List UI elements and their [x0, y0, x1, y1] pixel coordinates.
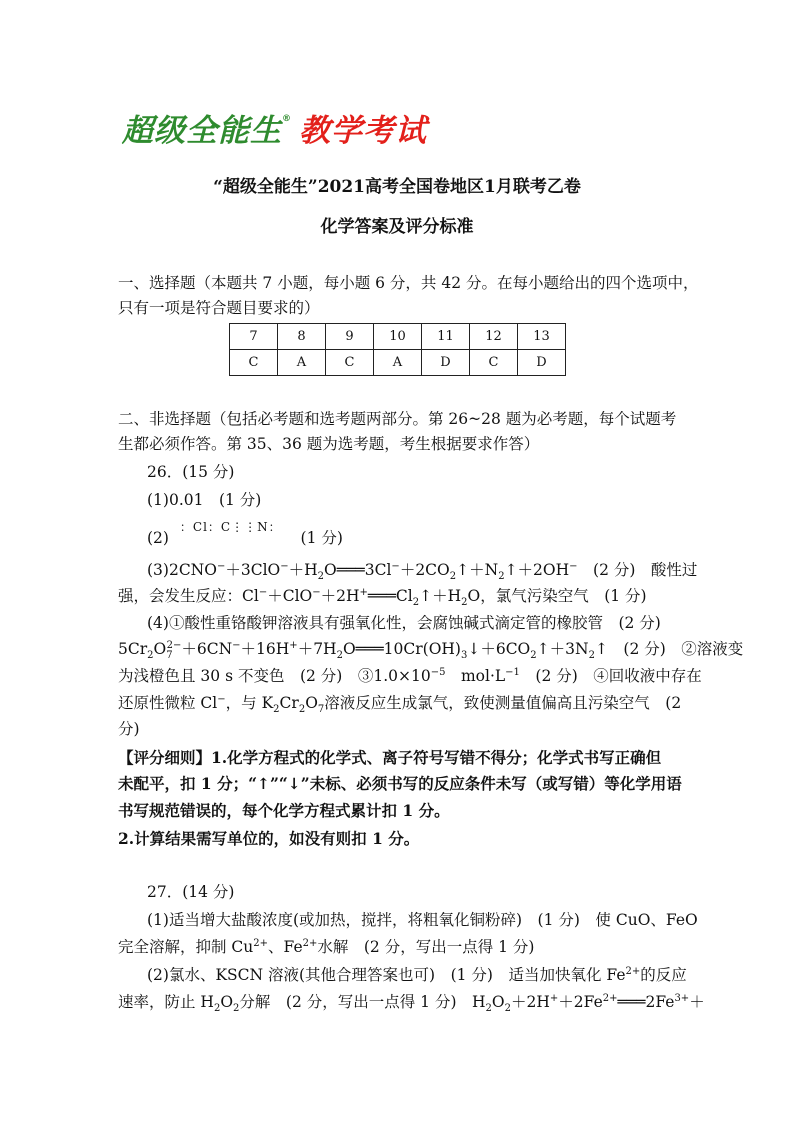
table-cell: 13: [518, 324, 566, 350]
table-cell: 7: [230, 324, 278, 350]
table-cell: 10: [374, 324, 422, 350]
q26-part4-line3: 为浅橙色且 30 s 不变色 (2 分) $③1.0\times 10^{-5}$ $mol\cdot L^{-1}$ (2 分) ④回收液中存在: [118, 666, 702, 685]
table-cell: 12: [470, 324, 518, 350]
q26-part2-label: (2): [147, 529, 169, 547]
q26-part2: [147, 520, 343, 550]
section2-intro-line2: 生都必须作答。第 35、36 题为选考题，考生根据要求作答）: [118, 435, 540, 453]
section1-intro-line2: 只有一项是符合题目要求的）: [118, 299, 320, 317]
q26-heading: 26．(15 分): [147, 463, 235, 481]
table-row-answers: [230, 350, 566, 376]
q26-part4-line2: $5Cr_2O_7^{2-}+6CN^-+16H^++7H_2O═══10Cr(OH)_3↓+6CO_2↑+3N_2↑$ (2 分) ②溶液变: [118, 639, 744, 662]
q26-part4-line1: (4)①酸性重铬酸钾溶液具有强氧化性，会腐蚀碱式滴定管的橡胶管 (2 分): [147, 614, 661, 632]
table-cell: A: [374, 350, 422, 376]
table-row-numbers: [230, 324, 566, 350]
section2-intro-line1: 二、非选择题（包括必考题和选考题两部分。第 26~28 题为必考题，每个试题考: [118, 410, 677, 428]
grading-line1: 【评分细则】1.化学方程式的化学式、离子符号写错不得分；化学式书写正确但: [118, 748, 662, 767]
registered-mark: ®: [282, 114, 291, 124]
document-title: “超级全能生”2021高考全国卷地区1月联考乙卷: [213, 177, 581, 197]
q27-part1-line1: (1)适当增大盐酸浓度(或加热，搅拌，将粗氧化铜粉碎) (1 分) 使 CuO、FeO: [147, 911, 698, 929]
q27-part1-line2: 完全溶解，抑制 $Cu^{2+}$、$Fe^{2+}$水解 (2 分，写出一点得 1 分): [118, 937, 535, 956]
q26-part4-line5: 分): [118, 720, 140, 738]
grading-line3: 书写规范错误的，每个化学方程式累计扣 1 分。: [118, 801, 450, 820]
grading-line4: 2.计算结果需写单位的，如没有则扣 1 分。: [118, 829, 420, 848]
q26-part2-score: (1 分): [300, 529, 343, 547]
table-cell: 8: [278, 324, 326, 350]
brand-logo: [122, 110, 427, 150]
table-cell: D: [422, 350, 470, 376]
table-cell: C: [230, 350, 278, 376]
q26-part4-line4: 还原性微粒 Cl−，与 $K_2Cr_2O_7$溶液反应生成氯气，致使测量值偏高且污染空气 (2: [118, 693, 682, 716]
table-cell: 11: [422, 324, 470, 350]
table-cell: D: [518, 350, 566, 376]
electron-formula: ：Cl：C⋮⋮N：: [179, 520, 282, 534]
q26-part3-line1: $(3)2CNO^-+3ClO^-+H_2O═══3Cl^-+2CO_2↑+N_2↑+2OH^-$ (2 分) 酸性过: [147, 560, 698, 583]
answer-table: [229, 323, 566, 376]
table-cell: 9: [326, 324, 374, 350]
table-cell: C: [326, 350, 374, 376]
q27-part2-line1: (2)氯水、KSCN 溶液(其他合理答案也可) (1 分) 适当加快氧化 $Fe^{2+}$的反应: [147, 965, 687, 984]
q26-part3-line2: 强，会发生反应：$Cl^-+ClO^-+2H^+═══Cl_2↑+H_2O$，氯气污染空气 (1 分): [118, 586, 647, 609]
table-cell: C: [470, 350, 518, 376]
logo-text-main: 超级全能生: [122, 113, 282, 149]
grading-line2: 未配平，扣 1 分；“↑”“↓”未标、必须书写的反应条件未写（或写错）等化学用语: [118, 774, 682, 793]
q26-part1: (1)0.01 (1 分): [147, 491, 262, 509]
q27-part2-line2: 速率，防止 $H_2O_2$分解 (2 分，写出一点得 1 分) $H_2O_2+2H^++2Fe^{2+}═══2Fe^{3+}+$: [118, 992, 705, 1015]
q27-heading: 27．(14 分): [147, 883, 235, 901]
document-subtitle: 化学答案及评分标准: [320, 217, 474, 237]
section1-intro-line1: 一、选择题（本题共 7 小题，每小题 6 分，共 42 分。在每小题给出的四个选项中，: [118, 274, 699, 292]
table-cell: A: [278, 350, 326, 376]
logo-text-sub: 教学考试: [299, 113, 427, 149]
